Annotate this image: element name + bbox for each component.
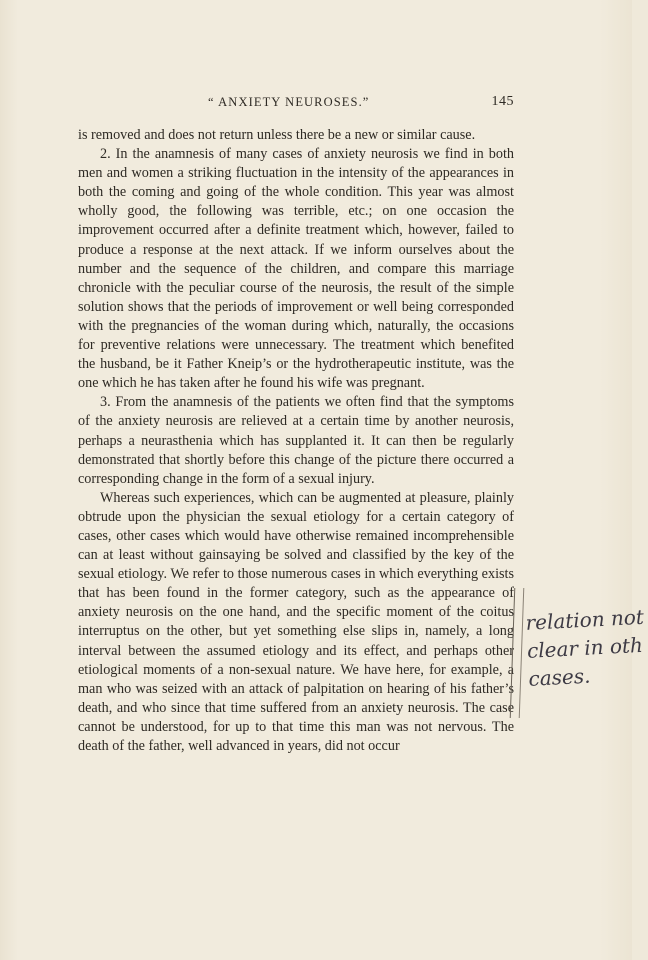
paragraph-point-3: 3. From the anamnesis of the patients we often find that the symptoms of the anxiety neurosis are relieved at a certain time by another neurosis, perhaps a neurasthenia which has supplanted it. It can then be regularly demonstrated that shortly before this change of the picture there occurred a corresponding change in the form of a sexual injury. bbox=[78, 394, 514, 487]
margin-note-line-1: relation not bbox=[524, 604, 645, 635]
running-title: “ ANXIETY NEUROSES.” bbox=[208, 95, 370, 109]
margin-note-line-2: clear in oth bbox=[526, 632, 644, 663]
paragraph-continuation: is removed and does not return unless there be a new or similar cause. bbox=[78, 127, 476, 143]
paragraph-point-2: 2. In the anamnesis of many cases of anxiety neurosis we find in both men and women a striking fluctuation in the intensity of the appearances in both the coming and going of the whole condition. This year was almost wholly good, the following was terrible, etc.; on one occasion the improvement occurred after a definite treatment which, however, failed to produce a response at the next attack. If we inform ourselves about the number and the sequence of the children, and compare this marriage chronicle with the peculiar course of the neurosis, the result of the simple solution shows that the periods of improvement or well being corresponded with the pregnancies of the woman during which, naturally, the occasions for preventive relations were unnecessary. The treatment which benefited the husband, be it Father Kneip’s or the hydrotherapeutic institute, was the one which he has taken after he found his wife was pregnant. bbox=[78, 146, 514, 392]
handwritten-margin-note bbox=[524, 603, 645, 693]
page-header bbox=[78, 95, 514, 115]
body-text bbox=[78, 126, 514, 756]
margin-note-line-3: cases. bbox=[527, 663, 591, 691]
paragraph-whereas: Whereas such experiences, which can be augmented at pleasure, plainly obtrude upon the physician the sexual etiology for a certain category of cases, other cases which would have otherwise remained incomprehensible can at least without gainsaying be solved and classified by the key of the sexual etiology. We refer to those numerous cases in which everything exists that has been found in the former category, such as the appearance of anxiety neurosis on the one hand, and the specific moment of the coitus interruptus on the other, but yet something else slips in, namely, a long interval between the assumed etiology and its effect, and perhaps other etiological moments of a non-sexual nature. We have here, for example, a man who was seized with an attack of palpitation on hearing of his father’s death, and who since that time suffered from an anxiety neurosis. The case cannot be understood, for up to that time this man was not nervous. The death of the father, well advanced in years, did not occur bbox=[78, 489, 514, 754]
page-number: 145 bbox=[491, 94, 514, 109]
